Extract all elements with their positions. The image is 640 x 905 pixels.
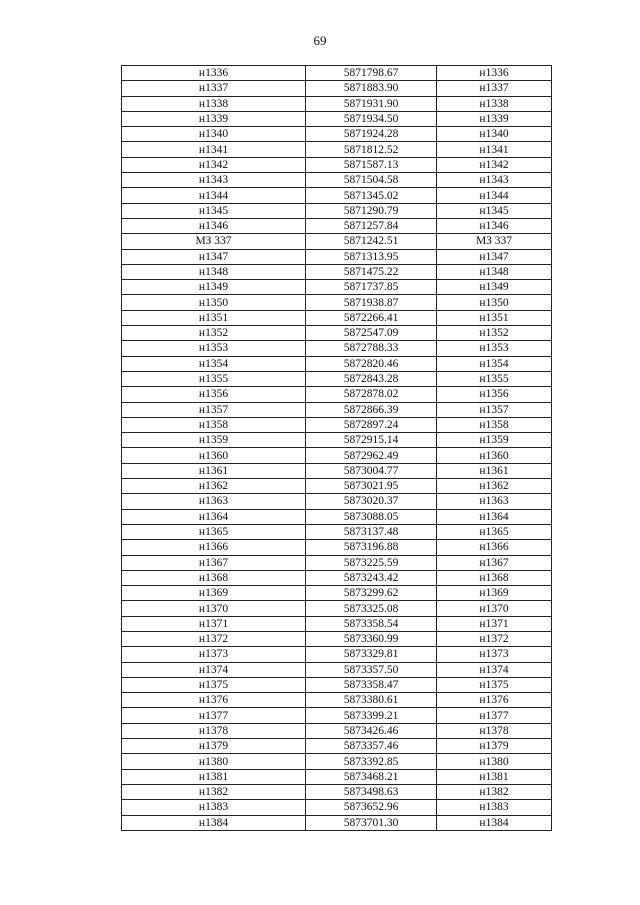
table-row (122, 356, 552, 371)
point-id-cell: н1350 (122, 295, 306, 310)
table-row (122, 295, 552, 310)
coordinate-value-cell: 5873020.37 (306, 494, 437, 509)
point-id-repeat-cell: МЗ 337 (437, 234, 552, 249)
point-id-repeat-cell: н1342 (437, 157, 552, 172)
point-id-repeat-cell: н1338 (437, 96, 552, 111)
table-row (122, 433, 552, 448)
coordinate-value-cell: 5872266.41 (306, 310, 437, 325)
table-row (122, 769, 552, 784)
table-row (122, 631, 552, 646)
point-id-cell: н1345 (122, 203, 306, 218)
coordinate-value-cell: 5871587.13 (306, 157, 437, 172)
table-row (122, 540, 552, 555)
point-id-cell: н1343 (122, 173, 306, 188)
point-id-repeat-cell: н1354 (437, 356, 552, 371)
coordinate-value-cell: 5873652.96 (306, 800, 437, 815)
point-id-repeat-cell: н1341 (437, 142, 552, 157)
coordinate-value-cell: 5873021.95 (306, 479, 437, 494)
point-id-cell: н1383 (122, 800, 306, 815)
point-id-cell: н1366 (122, 540, 306, 555)
point-id-cell: н1363 (122, 494, 306, 509)
table-row (122, 127, 552, 142)
point-id-repeat-cell: н1344 (437, 188, 552, 203)
point-id-cell: н1349 (122, 280, 306, 295)
point-id-repeat-cell: н1383 (437, 800, 552, 815)
coordinate-value-cell: 5873380.61 (306, 693, 437, 708)
table-row (122, 66, 552, 81)
coordinate-value-cell: 5872866.39 (306, 402, 437, 417)
table-row (122, 387, 552, 402)
coordinate-value-cell: 5871242.51 (306, 234, 437, 249)
point-id-repeat-cell: н1380 (437, 754, 552, 769)
point-id-cell: н1378 (122, 723, 306, 738)
coordinate-value-cell: 5873426.46 (306, 723, 437, 738)
point-id-repeat-cell: н1366 (437, 540, 552, 555)
point-id-repeat-cell: н1371 (437, 616, 552, 631)
point-id-repeat-cell: н1365 (437, 524, 552, 539)
point-id-cell: н1362 (122, 479, 306, 494)
point-id-cell: н1365 (122, 524, 306, 539)
table-row (122, 371, 552, 386)
point-id-repeat-cell: н1349 (437, 280, 552, 295)
coordinate-value-cell: 5872897.24 (306, 417, 437, 432)
point-id-repeat-cell: н1370 (437, 601, 552, 616)
point-id-repeat-cell: н1384 (437, 815, 552, 830)
coordinate-value-cell: 5873358.54 (306, 616, 437, 631)
point-id-repeat-cell: н1348 (437, 264, 552, 279)
point-id-repeat-cell: н1357 (437, 402, 552, 417)
point-id-cell: н1360 (122, 448, 306, 463)
point-id-repeat-cell: н1336 (437, 66, 552, 81)
coordinate-value-cell: 5872788.33 (306, 341, 437, 356)
coordinate-value-cell: 5871257.84 (306, 218, 437, 233)
coordinate-value-cell: 5871924.28 (306, 127, 437, 142)
point-id-cell: МЗ 337 (122, 234, 306, 249)
table-row (122, 693, 552, 708)
point-id-cell: н1384 (122, 815, 306, 830)
coordinate-value-cell: 5871812.52 (306, 142, 437, 157)
point-id-cell: н1373 (122, 647, 306, 662)
table-row (122, 448, 552, 463)
coordinate-value-cell: 5873137.48 (306, 524, 437, 539)
table-row (122, 234, 552, 249)
point-id-repeat-cell: н1372 (437, 631, 552, 646)
point-id-cell: н1354 (122, 356, 306, 371)
table-row (122, 417, 552, 432)
point-id-repeat-cell: н1345 (437, 203, 552, 218)
table-row (122, 188, 552, 203)
point-id-repeat-cell: н1369 (437, 586, 552, 601)
coordinate-value-cell: 5873392.85 (306, 754, 437, 769)
table-row (122, 677, 552, 692)
table-row (122, 494, 552, 509)
table-row (122, 463, 552, 478)
point-id-cell: н1355 (122, 371, 306, 386)
coordinate-value-cell: 5873004.77 (306, 463, 437, 478)
table-row (122, 708, 552, 723)
table-row (122, 218, 552, 233)
point-id-cell: н1342 (122, 157, 306, 172)
coordinates-table-body (122, 66, 552, 831)
point-id-repeat-cell: н1379 (437, 739, 552, 754)
table-row (122, 784, 552, 799)
table-row (122, 723, 552, 738)
coordinate-value-cell: 5871475.22 (306, 264, 437, 279)
point-id-cell: н1381 (122, 769, 306, 784)
point-id-cell: н1356 (122, 387, 306, 402)
point-id-cell: н1368 (122, 570, 306, 585)
table-row (122, 616, 552, 631)
point-id-repeat-cell: н1381 (437, 769, 552, 784)
point-id-cell: н1351 (122, 310, 306, 325)
point-id-cell: н1357 (122, 402, 306, 417)
point-id-repeat-cell: н1375 (437, 677, 552, 692)
point-id-cell: н1380 (122, 754, 306, 769)
point-id-repeat-cell: н1361 (437, 463, 552, 478)
table-row (122, 586, 552, 601)
coordinate-value-cell: 5871737.85 (306, 280, 437, 295)
point-id-cell: н1364 (122, 509, 306, 524)
coordinate-value-cell: 5871931.90 (306, 96, 437, 111)
coordinate-value-cell: 5872843.28 (306, 371, 437, 386)
point-id-repeat-cell: н1346 (437, 218, 552, 233)
coordinate-value-cell: 5872878.02 (306, 387, 437, 402)
table-row (122, 326, 552, 341)
point-id-cell: н1382 (122, 784, 306, 799)
point-id-cell: н1347 (122, 249, 306, 264)
point-id-cell: н1371 (122, 616, 306, 631)
point-id-cell: н1374 (122, 662, 306, 677)
table-row (122, 555, 552, 570)
point-id-repeat-cell: н1351 (437, 310, 552, 325)
point-id-cell: н1337 (122, 81, 306, 96)
point-id-repeat-cell: н1347 (437, 249, 552, 264)
coordinate-value-cell: 5873498.63 (306, 784, 437, 799)
coordinate-value-cell: 5873243.42 (306, 570, 437, 585)
point-id-repeat-cell: н1368 (437, 570, 552, 585)
table-row (122, 249, 552, 264)
point-id-cell: н1352 (122, 326, 306, 341)
point-id-repeat-cell: н1339 (437, 111, 552, 126)
point-id-repeat-cell: н1356 (437, 387, 552, 402)
table-row (122, 402, 552, 417)
coordinate-value-cell: 5873357.50 (306, 662, 437, 677)
table-row (122, 81, 552, 96)
table-row (122, 203, 552, 218)
point-id-repeat-cell: н1378 (437, 723, 552, 738)
point-id-repeat-cell: н1360 (437, 448, 552, 463)
point-id-cell: н1369 (122, 586, 306, 601)
point-id-repeat-cell: н1367 (437, 555, 552, 570)
coordinate-value-cell: 5873325.08 (306, 601, 437, 616)
point-id-repeat-cell: н1382 (437, 784, 552, 799)
point-id-cell: н1376 (122, 693, 306, 708)
point-id-repeat-cell: н1355 (437, 371, 552, 386)
point-id-repeat-cell: н1359 (437, 433, 552, 448)
point-id-cell: н1375 (122, 677, 306, 692)
table-row (122, 570, 552, 585)
point-id-cell: н1361 (122, 463, 306, 478)
coordinate-value-cell: 5871883.90 (306, 81, 437, 96)
point-id-repeat-cell: н1364 (437, 509, 552, 524)
point-id-repeat-cell: н1352 (437, 326, 552, 341)
coordinates-table (121, 65, 552, 831)
table-row (122, 280, 552, 295)
point-id-cell: н1340 (122, 127, 306, 142)
table-row (122, 815, 552, 830)
point-id-cell: н1339 (122, 111, 306, 126)
page-number: 69 (313, 33, 327, 48)
coordinate-value-cell: 5871798.67 (306, 66, 437, 81)
coordinate-value-cell: 5871504.58 (306, 173, 437, 188)
point-id-cell: н1348 (122, 264, 306, 279)
point-id-cell: н1370 (122, 601, 306, 616)
table-row (122, 142, 552, 157)
coordinate-value-cell: 5872547.09 (306, 326, 437, 341)
point-id-repeat-cell: н1337 (437, 81, 552, 96)
coordinate-value-cell: 5873088.05 (306, 509, 437, 524)
table-row (122, 509, 552, 524)
point-id-cell: н1377 (122, 708, 306, 723)
table-row (122, 111, 552, 126)
point-id-repeat-cell: н1373 (437, 647, 552, 662)
coordinate-value-cell: 5871934.50 (306, 111, 437, 126)
table-row (122, 647, 552, 662)
point-id-repeat-cell: н1343 (437, 173, 552, 188)
point-id-repeat-cell: н1374 (437, 662, 552, 677)
coordinate-value-cell: 5871345.02 (306, 188, 437, 203)
coordinate-value-cell: 5871313.95 (306, 249, 437, 264)
coordinate-value-cell: 5873299.62 (306, 586, 437, 601)
point-id-cell: н1372 (122, 631, 306, 646)
point-id-cell: н1353 (122, 341, 306, 356)
point-id-cell: н1346 (122, 218, 306, 233)
coordinate-value-cell: 5873196.88 (306, 540, 437, 555)
table-row (122, 341, 552, 356)
point-id-cell: н1341 (122, 142, 306, 157)
table-row (122, 479, 552, 494)
coordinate-value-cell: 5873329.81 (306, 647, 437, 662)
point-id-repeat-cell: н1350 (437, 295, 552, 310)
coordinate-value-cell: 5873225.59 (306, 555, 437, 570)
coordinate-value-cell: 5872962.49 (306, 448, 437, 463)
table-row (122, 800, 552, 815)
point-id-repeat-cell: н1363 (437, 494, 552, 509)
table-row (122, 662, 552, 677)
point-id-cell: н1359 (122, 433, 306, 448)
point-id-repeat-cell: н1362 (437, 479, 552, 494)
table-row (122, 524, 552, 539)
point-id-cell: н1379 (122, 739, 306, 754)
point-id-repeat-cell: н1376 (437, 693, 552, 708)
point-id-cell: н1336 (122, 66, 306, 81)
table-row (122, 601, 552, 616)
table-row (122, 264, 552, 279)
point-id-cell: н1338 (122, 96, 306, 111)
table-row (122, 157, 552, 172)
coordinate-value-cell: 5871938.87 (306, 295, 437, 310)
point-id-repeat-cell: н1340 (437, 127, 552, 142)
coordinate-value-cell: 5873360.99 (306, 631, 437, 646)
coordinate-value-cell: 5873399.21 (306, 708, 437, 723)
point-id-cell: н1358 (122, 417, 306, 432)
coordinate-value-cell: 5873357.46 (306, 739, 437, 754)
table-row (122, 310, 552, 325)
coordinate-value-cell: 5872915.14 (306, 433, 437, 448)
point-id-repeat-cell: н1358 (437, 417, 552, 432)
coordinate-value-cell: 5873701.30 (306, 815, 437, 830)
point-id-cell: н1367 (122, 555, 306, 570)
coordinate-value-cell: 5873468.21 (306, 769, 437, 784)
table-row (122, 96, 552, 111)
coordinate-value-cell: 5871290.79 (306, 203, 437, 218)
table-row (122, 173, 552, 188)
point-id-repeat-cell: н1353 (437, 341, 552, 356)
point-id-repeat-cell: н1377 (437, 708, 552, 723)
coordinate-value-cell: 5872820.46 (306, 356, 437, 371)
coordinate-value-cell: 5873358.47 (306, 677, 437, 692)
table-row (122, 739, 552, 754)
table-row (122, 754, 552, 769)
point-id-cell: н1344 (122, 188, 306, 203)
